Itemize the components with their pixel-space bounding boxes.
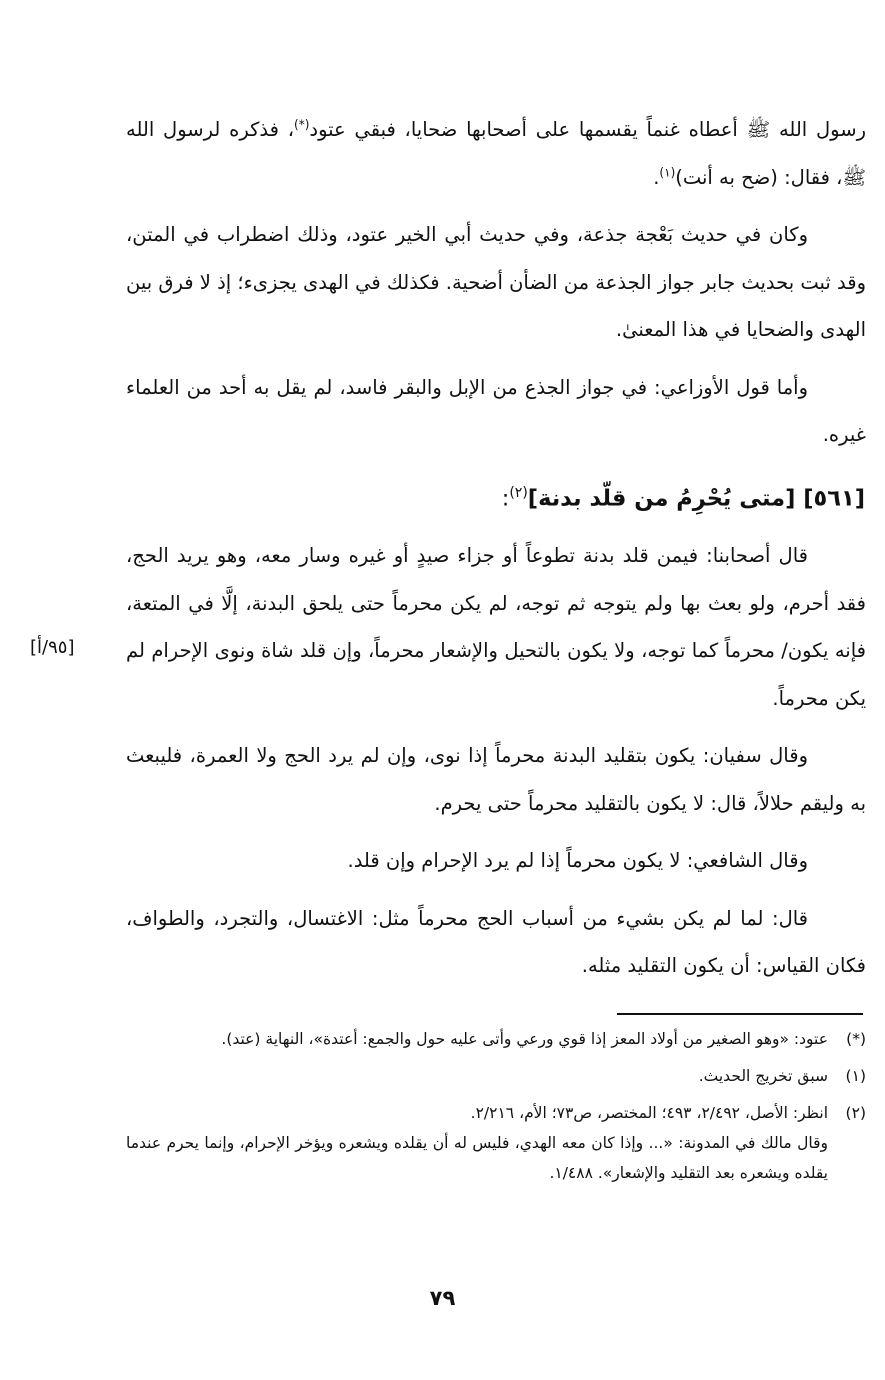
paragraph-our-companions: قال أصحابنا: فيمن قلد بدنة تطوعاً أو جزاء صيدٍ أو غيره وسار معه، وهو يريد الحج، فقد أحرم، ولو بعث بها ولم يتوجه ثم توجه، لم يكن محرماً حتى يلحق البدنة، إلَّا في المتعة، فإنه يكون/ محرماً كما توجه، ولا يكون بالتحيل والإشعار محرماً، وإن قلد شاة ونوى الإحرام لم يكن محرماً. bbox=[126, 544, 866, 710]
paragraph-awzai-opinion: وأما قول الأوزاعي: في جواز الجذع من الإبل والبقر فاسد، لم يقل به أحد من العلماء غيره. bbox=[126, 375, 866, 446]
body-text-top bbox=[126, 106, 866, 459]
paragraph-continuation: رسول الله ﷺ أعطاه غنماً يقسمها على أصحابها ضحايا، فبقي عتود(*)، فذكره لرسول الله ﷺ، فقال: (ضح به أنت)$^{(١)}$. bbox=[126, 117, 866, 189]
footnote-marker: (١) bbox=[845, 1067, 866, 1085]
footnote-marker: (٢) bbox=[845, 1104, 866, 1122]
footnote-text: عتود: «وهو الصغير من أولاد المعز إذا قوي ورعي وأتى عليه حول والجمع: أعتدة»، النهاية (عتد). bbox=[221, 1030, 828, 1048]
manuscript-folio-reference: [٩٥/أ] bbox=[30, 637, 75, 658]
section-colon: : bbox=[501, 485, 510, 512]
footnote-divider bbox=[617, 1013, 863, 1015]
footnote-ref-1: (١) bbox=[659, 165, 676, 179]
body-text-bottom bbox=[126, 532, 866, 990]
paragraph-analogy: قال: لما لم يكن بشيء من أسباب الحج محرماً مثل: الاغتسال، والتجرد، والطواف، فكان القياس: أن يكون التقليد مثله. bbox=[126, 906, 866, 977]
paragraph-shafii: وقال الشافعي: لا يكون محرماً إذا لم يرد الإحرام وإن قلد. bbox=[347, 849, 808, 872]
footnote-2 bbox=[126, 1098, 866, 1188]
footnote-star bbox=[126, 1024, 866, 1054]
section-number: [٥٦١] bbox=[803, 485, 865, 512]
footnote-ref-star: (*) bbox=[294, 117, 310, 132]
section-footnote-mark: (٢) bbox=[509, 485, 528, 501]
section-title: [متى يُحْرِمُ من قلّد بدنة] bbox=[527, 485, 796, 512]
paragraph-bajah-hadith: وكان في حديث بَعْجة جذعة، وفي حديث أبي الخير عتود، وذلك اضطراب في المتن، وقد ثبت بحديث جابر جواز الجذعة من الضأن أضحية. فكذلك في الهدى يجزىء؛ إذ لا فرق بين الهدى والضحايا في هذا المعنىٰ. bbox=[126, 223, 866, 341]
footnotes bbox=[126, 1024, 866, 1195]
footnote-text: سبق تخريج الحديث. bbox=[698, 1067, 828, 1085]
footnote-text: انظر: الأصل، ٢/٤٩٢، ٤٩٣؛ المختصر، ص٧٣؛ الأم، ٢/٢١٦. bbox=[470, 1104, 828, 1122]
page-number: ٧٩ bbox=[429, 1286, 456, 1310]
footnote-marker: (*) bbox=[846, 1030, 866, 1048]
footnote-text-malik: وقال مالك في المدونة: «... وإذا كان معه الهدي، فليس له أن يقلده ويشعره ويؤخر الإحرام، وإنما يحرم عندما يقلده ويشعره بعد التقليد والإشعار». ١/٤٨٨. bbox=[126, 1134, 828, 1182]
footnote-1 bbox=[126, 1061, 866, 1091]
section-heading bbox=[125, 468, 865, 524]
paragraph-sufyan: وقال سفيان: يكون بتقليد البدنة محرماً إذا نوى، وإن لم يرد الحج ولا العمرة، فليبعث به وليقم حلالاً، قال: لا يكون بالتقليد محرماً حتى يحرم. bbox=[126, 744, 866, 815]
